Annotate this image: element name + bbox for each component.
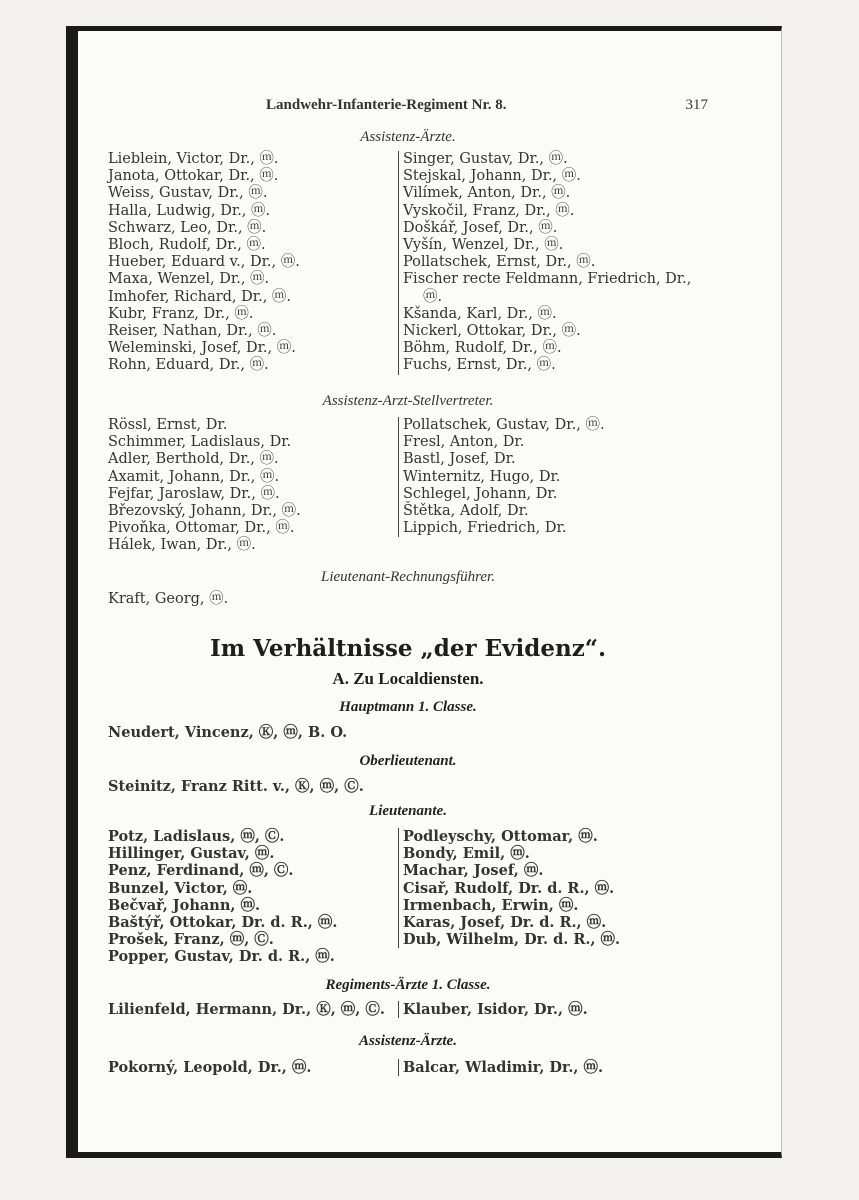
list-item: Adler, Berthold, Dr., ⓜ. (108, 451, 279, 468)
list-item: Stejskal, Johann, Dr., ⓜ. (403, 168, 581, 185)
list-item: Bloch, Rudolf, Dr., ⓜ. (108, 237, 266, 254)
section-heading-rechnungsfuehrer: Lieutenant-Rechnungsführer. (320, 569, 495, 585)
list-item: Halla, Ludwig, Dr., ⓜ. (108, 202, 271, 219)
list-item: Winternitz, Hugo, Dr. (403, 468, 561, 485)
list-item: Fuchs, Ernst, Dr., ⓜ. (403, 357, 556, 374)
list-item: Klauber, Isidor, Dr., ⓜ. (403, 1001, 588, 1018)
list-item: Schwarz, Leo, Dr., ⓜ. (108, 219, 267, 236)
list-item: Bunzel, Victor, ⓜ. (108, 879, 253, 897)
list-item: Kšanda, Karl, Dr., ⓜ. (403, 305, 557, 322)
list-item: Pollatschek, Gustav, Dr., ⓜ. (403, 417, 605, 433)
list-item: Fischer recte Feldmann, Friedrich, Dr., (403, 271, 692, 288)
list-item: Rohn, Eduard, Dr., ⓜ. (108, 357, 269, 374)
left-column (108, 151, 398, 375)
list-item: Irmenbach, Erwin, ⓜ. (403, 896, 579, 914)
list-item: Hueber, Eduard v., Dr., ⓜ. (108, 254, 300, 271)
section-heading-hauptmann: Hauptmann 1. Classe. (339, 699, 477, 715)
list-item: Baštýř, Ottokar, Dr. d. R., ⓜ. (108, 914, 338, 932)
assistenz-aerzte-columns (108, 151, 728, 381)
list-item: Bondy, Emil, ⓜ. (403, 845, 530, 863)
list-item: Penz, Ferdinand, ⓜ, Ⓒ. (108, 862, 294, 880)
list-item: Maxa, Wenzel, Dr., ⓜ. (108, 271, 270, 288)
list-item: Vyskočil, Franz, Dr., ⓜ. (403, 202, 575, 219)
section-heading-oberlieutenant: Oberlieutenant. (359, 753, 457, 769)
list-item: Březovský, Johann, Dr., ⓜ. (108, 503, 301, 520)
section-heading-lieutenante: Lieutenante. (369, 803, 447, 819)
right-column (398, 1059, 723, 1076)
lieutenante-columns (108, 828, 728, 973)
list-item: Bastl, Josef, Dr. (403, 451, 516, 468)
main-heading: Im Verhältnisse „der Evidenz“. (209, 635, 606, 662)
list-item: Axamit, Johann, Dr., ⓜ. (108, 468, 280, 485)
list-item: Schimmer, Ladislaus, Dr. (108, 434, 292, 451)
list-item: Hálek, Iwan, Dr., ⓜ. (108, 537, 256, 554)
list-item: Machar, Josef, ⓜ. (403, 862, 544, 880)
list-item: Böhm, Rudolf, Dr., ⓜ. (403, 340, 562, 357)
list-item: Nickerl, Ottokar, Dr., ⓜ. (403, 323, 581, 340)
left-column (108, 1059, 398, 1076)
list-item: Lilienfeld, Hermann, Dr., Ⓚ, ⓜ, Ⓒ. (108, 1001, 385, 1018)
list-item: Cisař, Rudolf, Dr. d. R., ⓜ. (403, 879, 615, 897)
list-item: Lieblein, Victor, Dr., ⓜ. (108, 151, 279, 167)
list-item: Neudert, Vincenz, Ⓚ, ⓜ, B. O. (108, 724, 348, 741)
right-column (398, 1001, 723, 1018)
list-item: Vilímek, Anton, Dr., ⓜ. (403, 185, 571, 202)
list-item: Doškář, Josef, Dr., ⓜ. (403, 219, 558, 236)
list-item: ⓜ. (423, 288, 443, 305)
document-page (66, 26, 782, 1158)
list-item: Podleyschy, Ottomar, ⓜ. (403, 828, 598, 845)
list-item: Weleminski, Josef, Dr., ⓜ. (108, 340, 296, 357)
assistenzaerzte-evidenz-row (108, 1059, 728, 1079)
list-item: Prošek, Franz, ⓜ, Ⓒ. (108, 931, 274, 949)
list-item: Fresl, Anton, Dr. (403, 434, 525, 451)
page-number: 317 (685, 97, 708, 113)
list-item: Weiss, Gustav, Dr., ⓜ. (108, 185, 268, 202)
list-item: Schlegel, Johann, Dr. (403, 485, 558, 502)
list-item: Vyšín, Wenzel, Dr., ⓜ. (403, 237, 564, 254)
section-heading-assistenzaerzte-evidenz: Assistenz-Ärzte. (359, 1033, 457, 1049)
stellvertreter-columns (108, 417, 728, 562)
section-heading-assistenz-aerzte: Assistenz-Ärzte. (360, 129, 456, 145)
list-item: Fejfar, Jaroslaw, Dr., ⓜ. (108, 485, 280, 502)
right-column (398, 417, 723, 537)
right-column (398, 828, 723, 948)
running-title: Landwehr-Infanterie-Regiment Nr. 8. (266, 97, 507, 113)
section-heading-stellvertreter: Assistenz-Arzt-Stellvertreter. (322, 393, 494, 409)
list-item: Popper, Gustav, Dr. d. R., ⓜ. (108, 948, 335, 966)
list-item: Potz, Ladislaus, ⓜ, Ⓒ. (108, 828, 285, 845)
list-item: Dub, Wilhelm, Dr. d. R., ⓜ. (403, 931, 621, 949)
list-item: Kraft, Georg, ⓜ. (108, 591, 229, 607)
left-column (108, 1001, 398, 1018)
list-item: Lippich, Friedrich, Dr. (403, 520, 567, 537)
list-item: Karas, Josef, Dr. d. R., ⓜ. (403, 914, 607, 932)
section-heading-regimentsaerzte: Regiments-Ärzte 1. Classe. (325, 977, 491, 993)
list-item: Rössl, Ernst, Dr. (108, 417, 228, 433)
list-item: Steinitz, Franz Ritt. v., Ⓚ, ⓜ, Ⓒ. (108, 778, 364, 795)
left-column (108, 828, 398, 966)
left-column (108, 417, 398, 555)
list-item: Hillinger, Gustav, ⓜ. (108, 845, 275, 863)
right-column (398, 151, 723, 375)
list-item: Pokorný, Leopold, Dr., ⓜ. (108, 1059, 312, 1076)
list-item: Reiser, Nathan, Dr., ⓜ. (108, 323, 277, 340)
list-item: Pollatschek, Ernst, Dr., ⓜ. (403, 254, 596, 271)
list-item: Singer, Gustav, Dr., ⓜ. (403, 151, 568, 167)
subheading: A. Zu Localdiensten. (332, 669, 484, 688)
list-item: Imhofer, Richard, Dr., ⓜ. (108, 288, 292, 305)
regimentsaerzte-row (108, 1001, 728, 1021)
list-item: Štětka, Adolf, Dr. (403, 503, 529, 520)
list-item: Kubr, Franz, Dr., ⓜ. (108, 305, 254, 322)
list-item: Pivoňka, Ottomar, Dr., ⓜ. (108, 520, 295, 537)
list-item: Balcar, Wladimir, Dr., ⓜ. (403, 1059, 604, 1076)
list-item: Janota, Ottokar, Dr., ⓜ. (108, 168, 279, 185)
list-item: Bečvař, Johann, ⓜ. (108, 896, 261, 914)
